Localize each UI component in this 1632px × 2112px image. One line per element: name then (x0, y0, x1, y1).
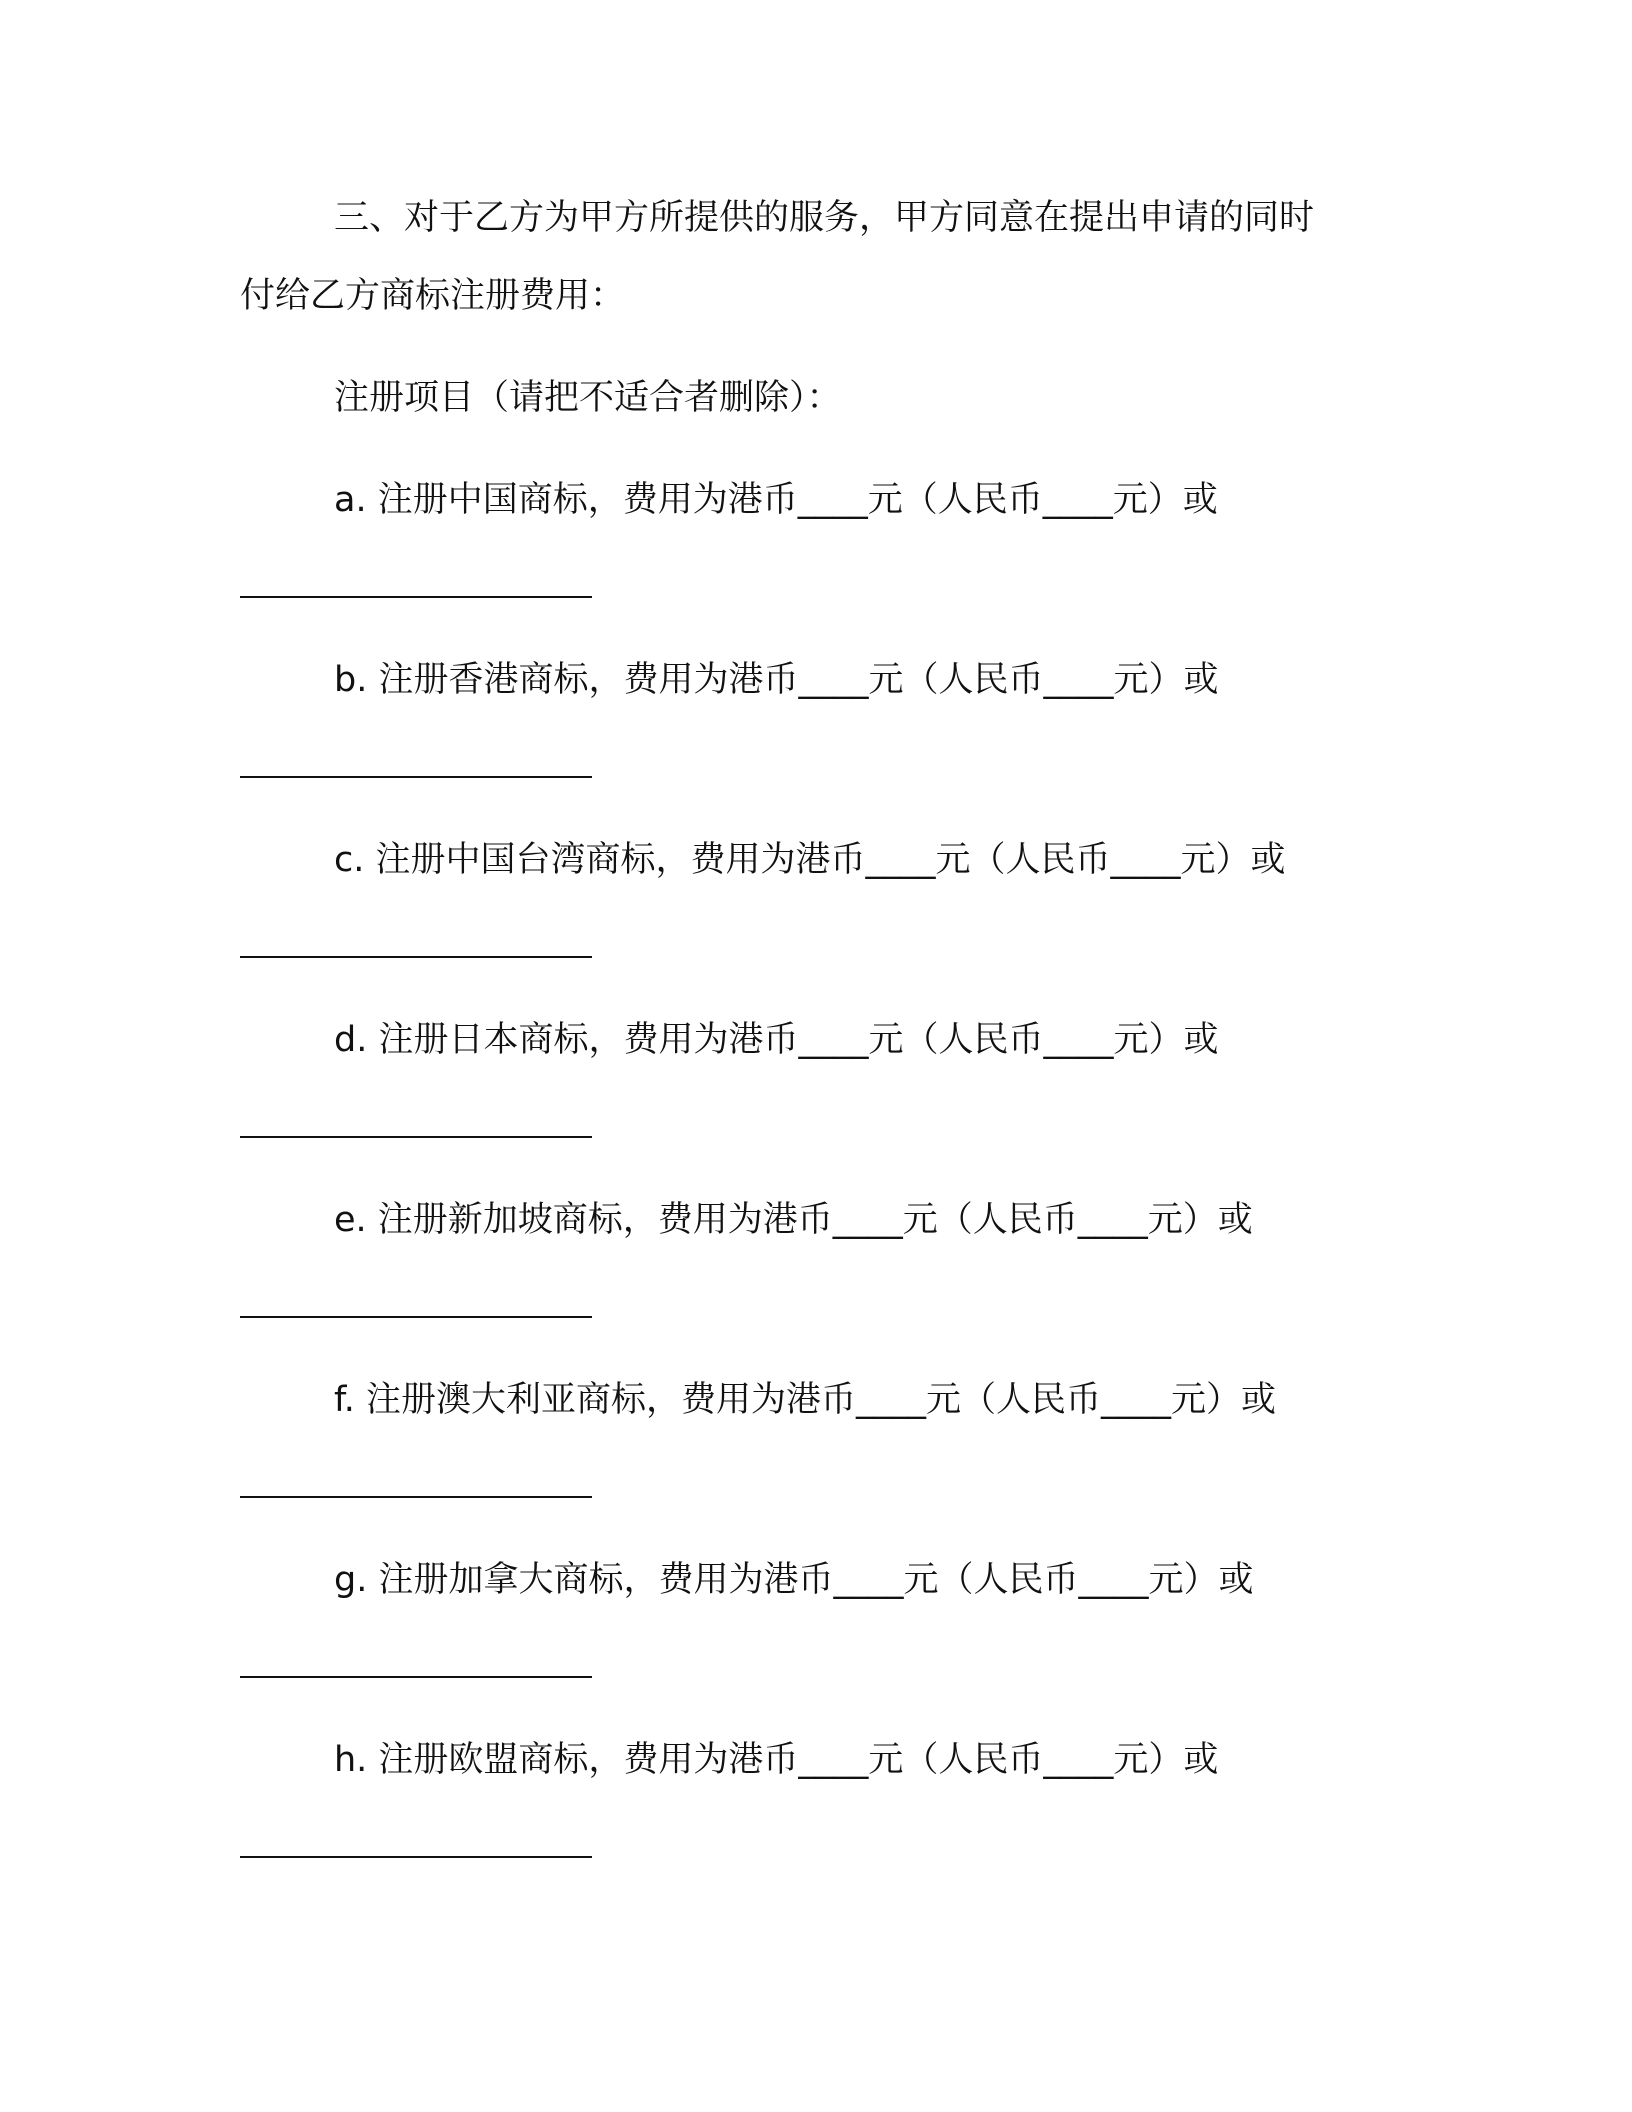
fill-in-blank-line (240, 776, 592, 778)
item-d: d. 注册日本商标，费用为港币____元（人民币____元）或 (334, 1020, 1219, 1060)
item-f: f. 注册澳大利亚商标，费用为港币____元（人民币____元）或 (334, 1380, 1277, 1420)
item-h: h. 注册欧盟商标，费用为港币____元（人民币____元）或 (334, 1740, 1219, 1780)
fill-in-blank-line (240, 1676, 592, 1678)
item-g: g. 注册加拿大商标，费用为港币____元（人民币____元）或 (334, 1560, 1254, 1600)
fill-in-blank-line (240, 596, 592, 598)
fill-in-blank-line (240, 956, 592, 958)
fill-in-blank-line (240, 1856, 592, 1858)
item-a: a. 注册中国商标，费用为港币____元（人民币____元）或 (334, 480, 1218, 520)
item-b: b. 注册香港商标，费用为港币____元（人民币____元）或 (334, 660, 1219, 700)
item-c: c. 注册中国台湾商标，费用为港币____元（人民币____元）或 (334, 840, 1286, 880)
fill-in-blank-line (240, 1136, 592, 1138)
item-e: e. 注册新加坡商标，费用为港币____元（人民币____元）或 (334, 1200, 1253, 1240)
clause-intro-line-1: 三、对于乙方为甲方所提供的服务，甲方同意在提出申请的同时 (334, 198, 1315, 238)
fill-in-blank-line (240, 1496, 592, 1498)
items-heading: 注册项目（请把不适合者删除）： (334, 378, 842, 418)
clause-intro-line-2: 付给乙方商标注册费用： (240, 276, 626, 316)
fill-in-blank-line (240, 1316, 592, 1318)
